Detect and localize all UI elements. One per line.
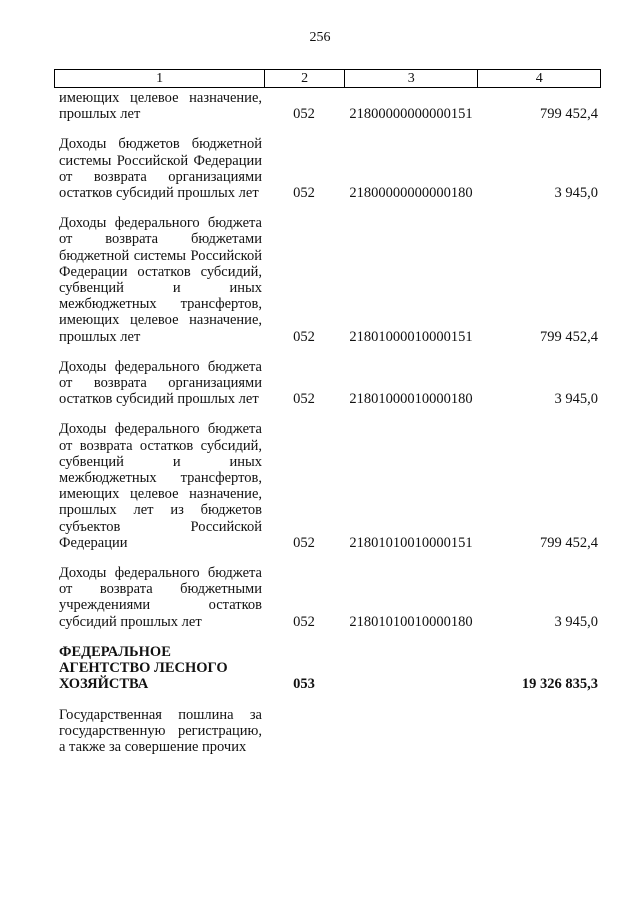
row-amount: 3 945,0 — [554, 185, 598, 202]
agency-title: ФЕДЕРАЛЬНОЕ АГЕНТСТВО ЛЕСНОГО ХОЗЯЙСТВА — [59, 643, 228, 693]
revenue-table — [54, 69, 601, 769]
table-row — [54, 136, 601, 201]
row-ministry-code: 052 — [293, 106, 315, 123]
row-description: имеющих целевое назначение, прошлых лет — [59, 90, 262, 123]
row-amount: 799 452,4 — [540, 328, 598, 345]
table-row — [54, 421, 601, 551]
header-col-4: 4 — [477, 70, 600, 87]
table-row — [54, 215, 601, 345]
row-kbk-code: 21801000010000151 — [349, 328, 473, 345]
row-ministry-code: 052 — [293, 613, 315, 630]
row-kbk-code: 21800000000000180 — [349, 185, 473, 202]
row-kbk-code: 21800000000000151 — [349, 106, 473, 123]
row-description: Доходы федерального бюджета от возврата бюджетными учреждениями остатков субсидий прошлых лет — [59, 565, 262, 630]
table-row — [54, 707, 601, 756]
row-kbk-code: 21801000010000180 — [349, 391, 473, 408]
row-description: Доходы федерального бюджета от возврата остатков субсидий, субвенций и иных межбюджетных трансфертов, имеющих целевое назначение, прошлых лет из бюджетов субъектов Российской Федерации — [59, 421, 262, 551]
row-kbk-code: 21801010010000151 — [349, 534, 473, 551]
table-row-agency — [54, 644, 601, 693]
row-description: Государственная пошлина за государственную регистрацию, а также за совершение прочих — [59, 706, 262, 755]
row-amount: 3 945,0 — [554, 613, 598, 630]
row-kbk-code: 21801010010000180 — [349, 613, 473, 630]
row-description: Доходы федерального бюджета от возврата организациями остатков субсидий прошлых лет — [59, 358, 262, 408]
table-body — [54, 90, 601, 755]
row-amount: 799 452,4 — [540, 106, 598, 123]
row-amount: 19 326 835,3 — [521, 676, 598, 693]
page-number: 256 — [309, 30, 331, 45]
row-description: Доходы бюджетов бюджетной системы Российской Федерации от возврата организациями остатков субсидий прошлых лет — [59, 136, 262, 202]
row-amount: 3 945,0 — [554, 391, 598, 408]
header-col-1: 1 — [156, 71, 164, 86]
header-col-3: 3 — [344, 70, 478, 87]
row-description: Доходы федерального бюджета от возврата бюджетами бюджетной системы Российской Федерации остатков субсидий, субвенций и иных межбюджетных трансфертов, имеющих целевое назначение, прошлых лет — [59, 215, 262, 345]
row-ministry-code: 052 — [293, 391, 315, 408]
table-header — [54, 69, 601, 88]
table-row — [54, 359, 601, 408]
row-ministry-code: 052 — [293, 185, 315, 202]
row-ministry-code: 052 — [293, 534, 315, 551]
row-ministry-code: 053 — [293, 676, 315, 693]
table-row — [54, 90, 601, 122]
header-col-2: 2 — [264, 70, 344, 87]
row-ministry-code: 052 — [293, 328, 315, 345]
row-amount: 799 452,4 — [540, 534, 598, 551]
table-row — [54, 565, 601, 630]
